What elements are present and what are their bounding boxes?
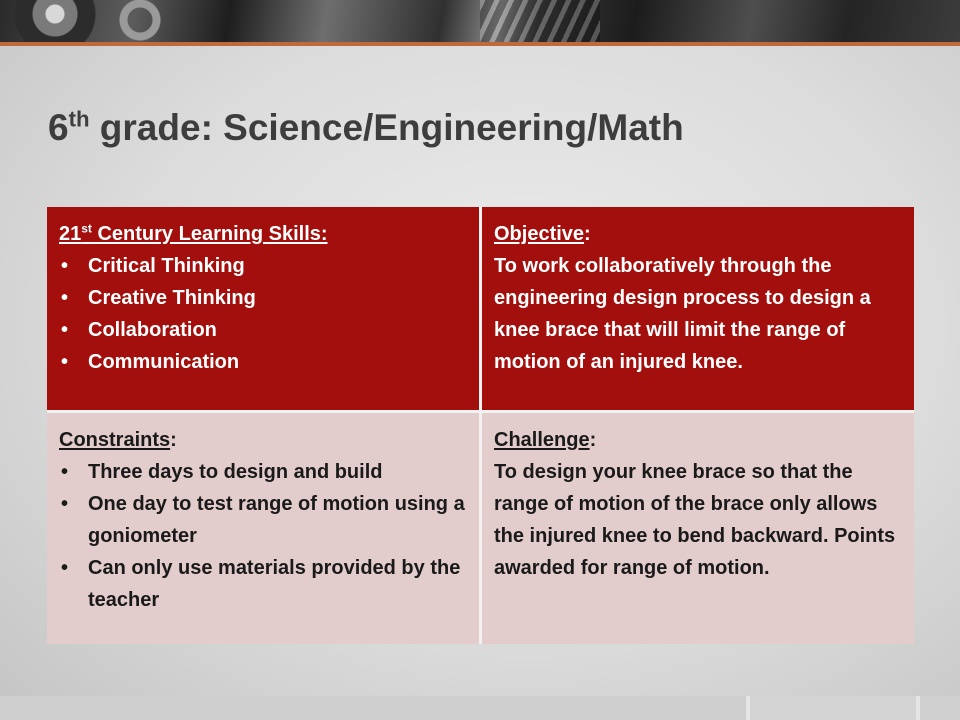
bottom-strip [0, 696, 960, 720]
title-ordinal: th [68, 106, 90, 132]
slide-title [48, 104, 684, 152]
skills-item: • Communication [59, 346, 469, 378]
constraints-item: • One day to test range of motion using a goniometer [59, 488, 469, 552]
objective-heading: Objective: [494, 223, 591, 245]
skills-heading: 21st Century Learning Skills: [59, 221, 328, 245]
challenge-heading: Challenge: [494, 429, 597, 451]
constraints-cell [47, 413, 479, 644]
accent-rule [0, 42, 960, 46]
title-number: 6 [48, 107, 69, 148]
constraints-heading: Constraints: [59, 429, 177, 451]
constraints-list [59, 456, 469, 616]
title-text: grade: Science/Engineering/Math [89, 107, 684, 148]
lesson-table [47, 207, 914, 644]
skills-item: • Creative Thinking [59, 282, 469, 314]
objective-text: To work collaboratively through the engineering design process to design a knee brace that will limit the range of motion of an injured knee. [494, 255, 871, 373]
skills-list [59, 250, 469, 378]
challenge-cell [482, 413, 914, 644]
skills-cell [47, 207, 479, 410]
constraints-item: • Can only use materials provided by the teacher [59, 552, 469, 616]
challenge-text: To design your knee brace so that the range of motion of the brace only allows the injured knee to bend backward. Points awarded for range of motion. [494, 461, 896, 579]
objective-cell [482, 207, 914, 410]
skills-item: • Critical Thinking [59, 250, 469, 282]
skills-item: • Collaboration [59, 314, 469, 346]
top-banner-image [0, 0, 960, 42]
constraints-item: • Three days to design and build [59, 456, 469, 488]
